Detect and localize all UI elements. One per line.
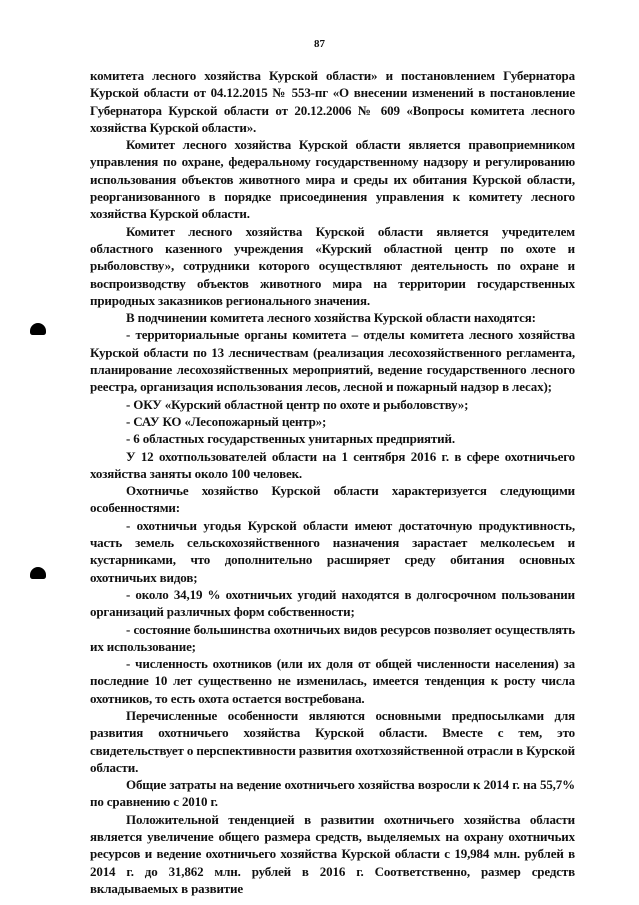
paragraph-subordinates-intro: В подчинении комитета лесного хозяйства Курской области находятся: [126,310,536,326]
list-item-territorial-bodies: - территориальные органы комитета – отделы комитета лесного хозяйства Курской области по 13 лесничествам (реализация лесохозяйственного регламента, планирование лесохозяйственных мероприятий, ведение государственного лесного реестра, организация использования лесов, лесной и пожарный надзор в лесах); [90,327,575,395]
body-text [90,67,575,897]
list-item-long-term-use: - около 34,19 % охотничьих угодий находятся в долгосрочном пользовании организаций различных форм собственности; [90,586,575,620]
paragraph-continuation: комитета лесного хозяйства Курской области» и постановлением Губернатора Курской области от 04.12.2015 № 553-пг «О внесении изменений в постановление Губернатора Курской области от 20.12.2006 № 609 «Вопросы комитета лесного хозяйства Курской области». [90,68,575,135]
page-number: 87 [314,38,325,50]
punch-hole-top [30,323,46,335]
list-item-resource-state: - состояние большинства охотничьих видов ресурсов позволяет осуществлять их использование; [90,621,575,654]
paragraph-positive-trend: Положительной тенденцией в развитии охотничьего хозяйства области является увеличение общего размера средств, выделяемых на охрану охотничьих ресурсов и ведение охотничьего хозяйства Курской области с 19,984 млн. рублей в 2014 г. до 31,862 млн. рублей в 2016 г. Соответственно, размер средств вкладываемых в развитие [90,811,575,896]
list-item-enterprises: - 6 областных государственных унитарных предприятий. [126,431,455,447]
list-item-sau: - САУ КО «Лесопожарный центр»; [126,413,327,429]
paragraph-successor: Комитет лесного хозяйства Курской области является правоприемником управления по охране, федеральному государственному надзору и регулированию использования объектов животного мира и среды их обитания Курской области, реорганизованного в порядке присоединения управления к комитету лесного хозяйства Курской области. [90,137,575,222]
punch-hole-bottom [30,567,46,579]
list-item-productivity: - охотничьи угодья Курской области имеют достаточную продуктивность, часть земель сельскохозяйственного назначения зарастает мелколесьем и кустарниками, что дополнительно расширяет среду обитания основных охотничьих видов; [90,517,575,585]
paragraph-costs: Общие затраты на ведение охотничьего хозяйства возросли к 2014 г. на 55,7% по сравнению с 2010 г. [90,777,575,810]
paragraph-features-intro: Охотничье хозяйство Курской области характеризуется следующими особенностями: [90,483,575,516]
list-item-oku: - ОКУ «Курский областной центр по охоте и рыболовству»; [126,396,469,412]
paragraph-employment: У 12 охотпользователей области на 1 сентября 2016 г. в сфере охотничьего хозяйства заняты около 100 человек. [90,448,575,481]
paragraph-founder: Комитет лесного хозяйства Курской области является учредителем областного казенного учреждения «Курский областной центр по охоте и рыболовству», сотрудники которого осуществляют деятельность по охране и воспроизводству объектов животного мира на территории государственных природных заказников регионального значения. [90,223,575,308]
list-item-hunters-count: - численность охотников (или их доля от общей численности населения) за последние 10 лет существенно не изменилась, имеется тенденция к росту числа охотников, то есть охота остается востребована. [90,656,575,706]
paragraph-prerequisites: Перечисленные особенности являются основными предпосылками для развития охотничьего хозяйства Курской области. Вместе с тем, это свидетельствует о перспективности развития охотхозяйственной отрасли в Курской области. [90,707,575,775]
